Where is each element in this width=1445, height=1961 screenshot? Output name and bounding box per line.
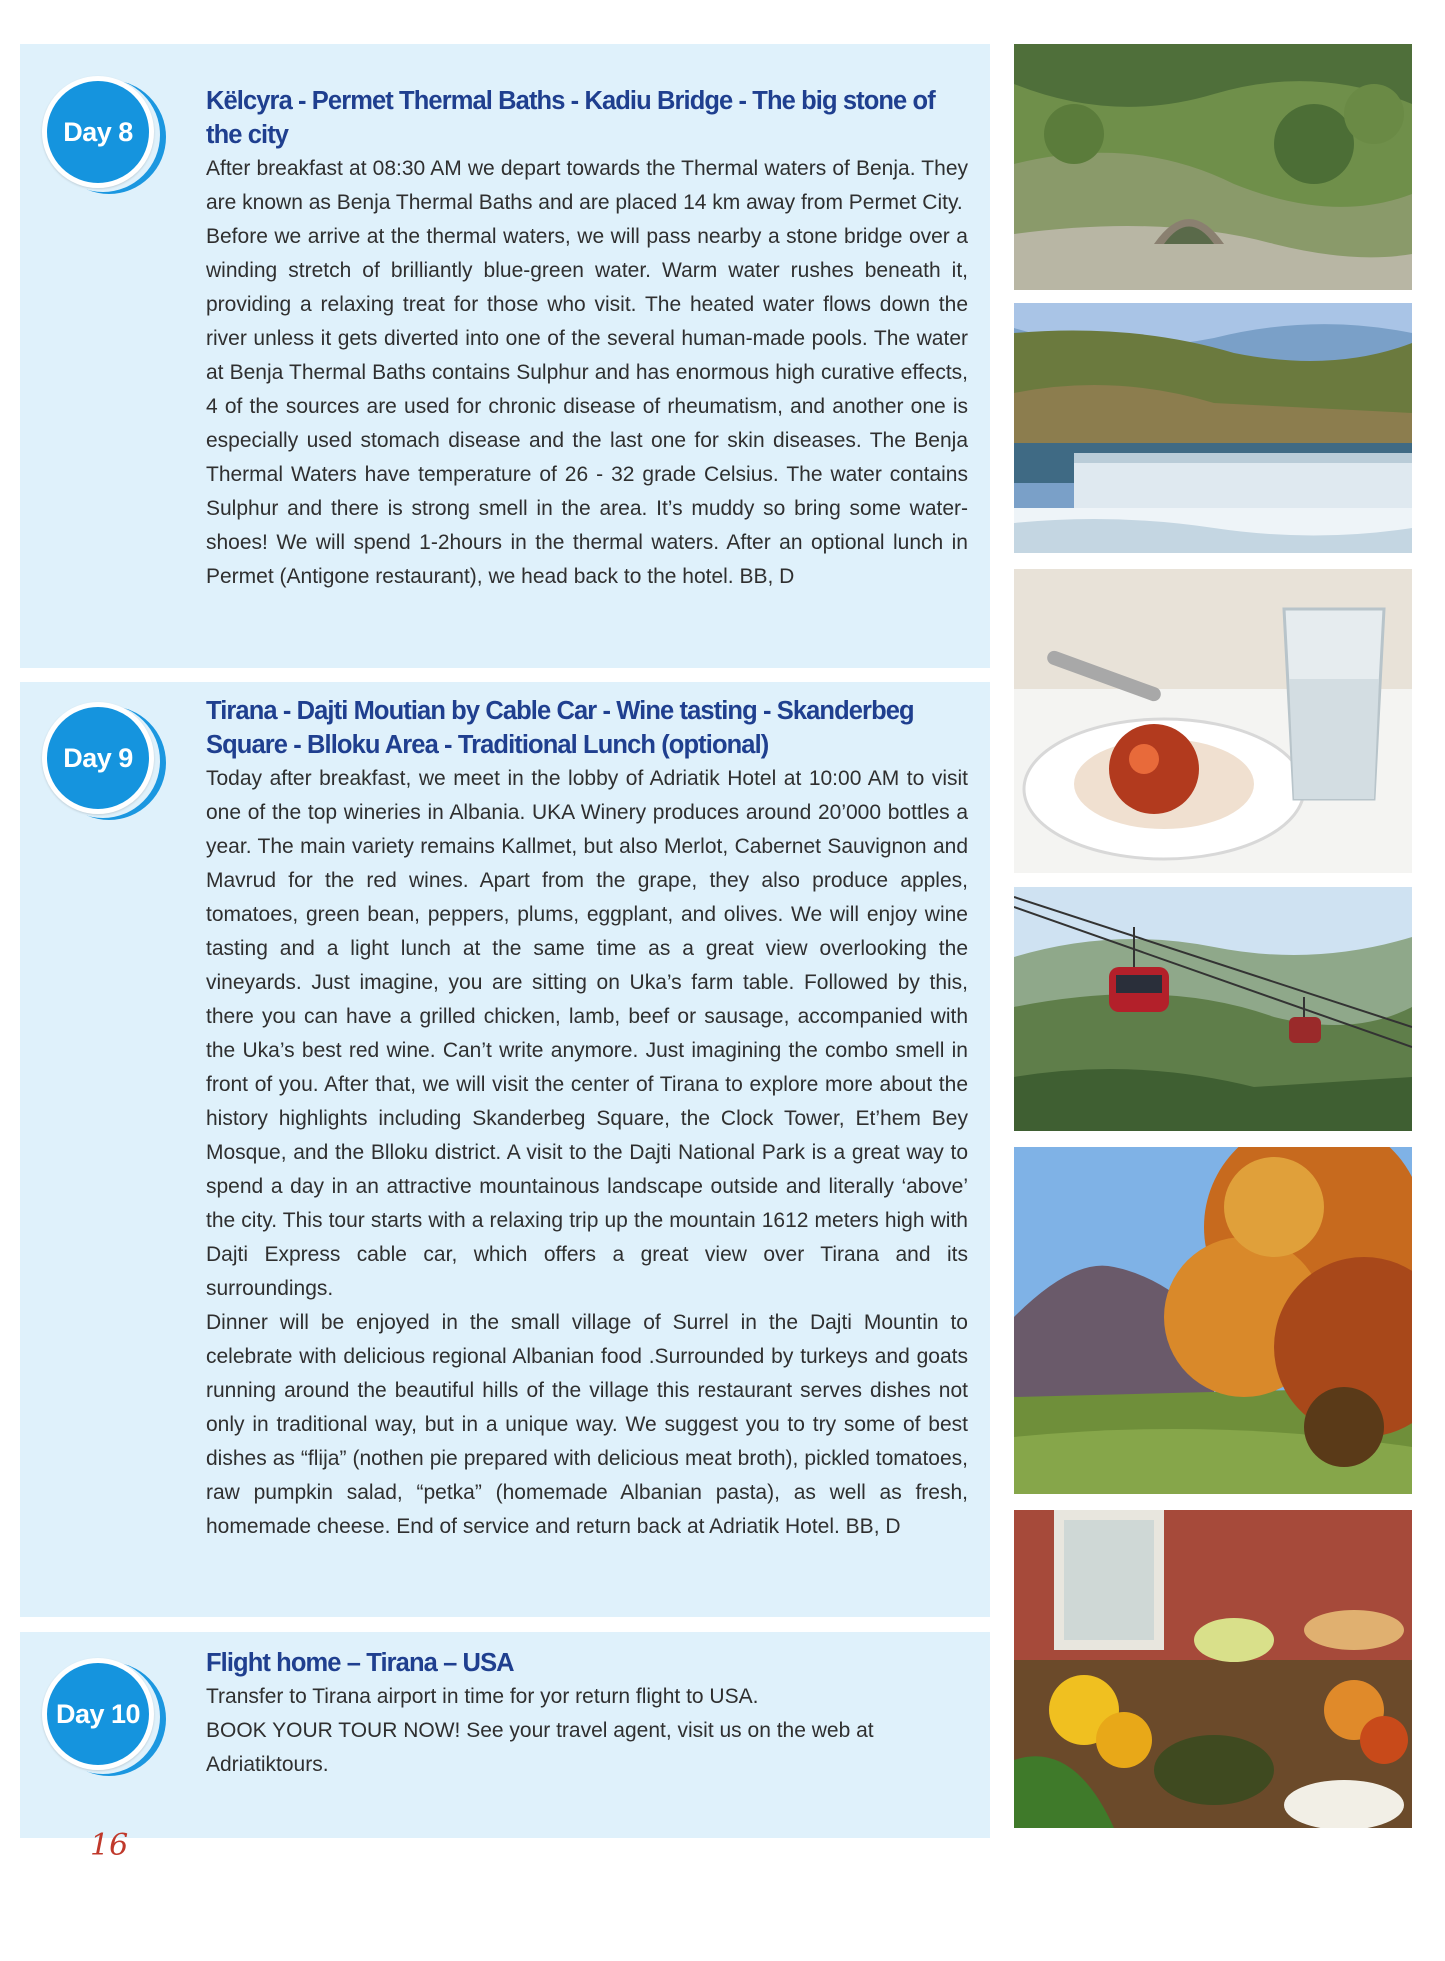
day-badge-label: Day 10 [55,1698,141,1729]
photo-autumn-mountain [1014,1147,1412,1494]
photo-dessert-and-raki [1014,569,1412,873]
day-9-heading: Tirana - Dajti Moutian by Cable Car - Wine tasting - Skanderbeg Square - Blloku Area - Traditional Lunch (optional) [206,697,914,759]
day-badge [42,76,170,204]
day-9-content [206,694,968,1544]
day-9-panel [20,682,990,1617]
photo-cable-car [1014,887,1412,1131]
day-badge-label: Day 8 [63,116,133,147]
day-10-heading: Flight home – Tirana – USA [206,1649,514,1677]
day-8-paragraph-1: After breakfast at 08:30 AM we depart towards the Thermal waters of Benja. They are known as Benja Thermal Baths and are placed 14 km away from Permet City. [206,157,968,214]
photo-traditional-food-table [1014,1510,1412,1828]
photo-thermal-waterfall [1014,303,1412,553]
photo-stone-bridge [1014,44,1412,290]
page-number: 16 [90,1828,129,1863]
day-8-panel [20,44,990,668]
day-badge-label: Day 9 [63,742,133,773]
day-8-content [206,84,968,594]
day-10-paragraph-2: BOOK YOUR TOUR NOW! See your travel agent, visit us on the web at Adriatiktours. [206,1719,874,1776]
day-8-heading: Këlcyra - Permet Thermal Baths - Kadiu Bridge - The big stone of the city [206,87,935,149]
day-10-content [206,1646,968,1782]
day-9-paragraph-1: Today after breakfast, we meet in the lobby of Adriatik Hotel at 10:00 AM to visit one of the top wineries in Albania. UKA Winery produces around 20’000 bottles a year. The main variety remains Kallmet, but also Merlot, Cabernet Sauvignon and Mavrud for the red wines. Apart from the grape, they also produce apples, tomatoes, green bean, peppers, plums, eggplant, and olives. We will enjoy wine tasting and a light lunch at the same time as a great view overlooking the vineyards. Just imagine, you are sitting on Uka’s farm table. Followed by this, there you can have a grilled chicken, lamb, beef or sausage, accompanied with the Uka’s best red wine. Can’t write anymore. Just imagining the combo smell in front of you. After that, we will visit the center of Tirana to explore more about the history highlights including Skanderbeg Square, the Clock Tower, Et’hem Bey Mosque, and the Blloku district. A visit to the Dajti National Park is a great way to spend a day in an attractive mountainous landscape outside and literally ‘above’ the city. This tour starts with a relaxing trip up the mountain 1612 meters high with Dajti Express cable car, which offers a great view over Tirana and its surroundings. [206,767,968,1300]
day-8-paragraph-2: Before we arrive at the thermal waters, we will pass nearby a stone bridge over a winding stretch of brilliantly blue-green water. Warm water rushes beneath it, providing a relaxing treat for those who visit. The heated water flows down the river unless it gets diverted into one of the several human-made pools. The water at Benja Thermal Baths contains Sulphur and has enormous high curative effects, 4 of the sources are used for chronic disease of rheumatism, and another one is especially used stomach disease and the last one for skin diseases. The Benja Thermal Waters have temperature of 26 - 32 grade Celsius. The water contains Sulphur and there is strong smell in the area. It’s muddy so bring some water-shoes! We will spend 1-2hours in the thermal waters. After an optional lunch in Permet (Antigone restaurant), we head back to the hotel. BB, D [206,225,968,588]
day-10-paragraph-1: Transfer to Tirana airport in time for yor return flight to USA. [206,1685,759,1708]
day-9-paragraph-2: Dinner will be enjoyed in the small village of Surrel in the Dajti Mountin to celebrate with delicious regional Albanian food .Surrounded by turkeys and goats running around the beautiful hills of the village this restaurant serves dishes not only in traditional way, but in a unique way. We suggest you to try some of best dishes as “flija” (nothen pie prepared with delicious meat broth), pickled tomatoes, raw pumpkin salad, “petka” (homemade Albanian pasta), as well as fresh, homemade cheese. End of service and return back at Adriatik Hotel. BB, D [206,1311,968,1538]
day-badge [42,702,170,830]
day-badge [42,1658,170,1786]
day-10-panel [20,1632,990,1838]
